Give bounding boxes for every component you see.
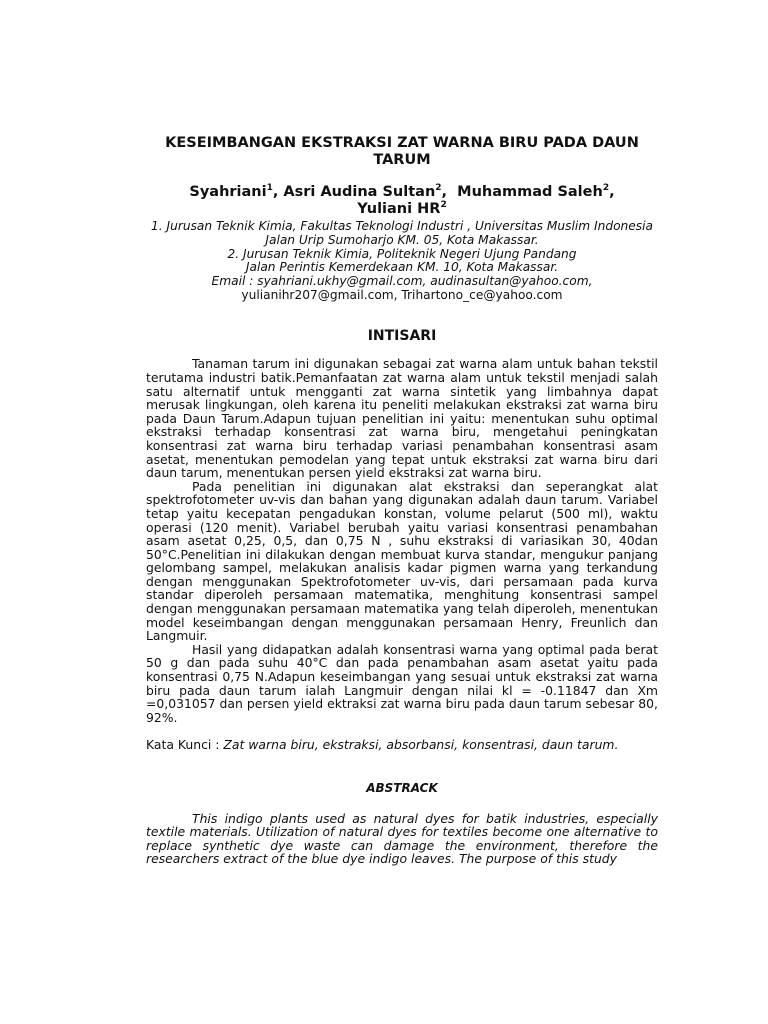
author-affiliation-mark: 2 [602, 183, 610, 194]
intisari-paragraph-2: Pada penelitian ini digunakan alat ekstraksi dan seperangkat alat spektrofotometer uv-vis dan bahan yang digunakan adalah daun tarum. Variabel tetap yaitu kecepatan pengadukan konstan, volume pelarut (500 ml), waktu operasi (120 menit). Variabel berubah yaitu variasi konsentrasi penambahan asam asetat 0,25, 0,5, dan 0,75 N , suhu ekstraksi di variasikan 30, 40dan 50°C.Penelitian ini dilakukan dengan membuat kurva standar, mengukur panjang gelombang sampel, melakukan analisis kadar pigmen warna yang terkandung dengan menggunakan Spektrofotometer uv-vis, dari persamaan pada kurva standar diperoleh persamaan matematika, menghitung konsentrasi sampel dengan menggunakan persamaan matematika yang telah diperoleh, menentukan model keseimbangan dengan menggunakan persamaan Henry, Freunlich dan Langmuir. [146, 478, 658, 644]
affiliation-1-address: Jalan Urip Sumoharjo KM. 05, Kota Makassar. [265, 232, 539, 247]
affiliation-2: 2. Jurusan Teknik Kimia, Politeknik Negeri Ujung Pandang [227, 246, 577, 261]
author-name: Asri Audina Sultan [283, 184, 436, 200]
author-affiliation-mark: 1 [266, 183, 273, 194]
paper-page [146, 135, 658, 866]
author-affiliation-mark: 2 [440, 200, 447, 211]
abstract-heading: ABSTRACK [366, 781, 438, 795]
intisari-paragraph-1: Tanaman tarum ini digunakan sebagai zat warna alam untuk bahan tekstil terutama industri batik.Pemanfaatan zat warna alam untuk tekstil menjadi salah satu alternatif untuk mengganti zat warna sintetik yang limbahnya dapat merusak lingkungan, oleh karena itu peneliti melakukan ekstraksi zat warna biru pada Daun Tarum.Adapun tujuan penelitian ini yaitu: menentukan suhu optimal ekstraksi terhadap konsentrasi zat warna biru, mengetahui peningkatan konsentrasi zat warna biru terhadap variasi penambahan konsentrasi asam asetat, menentukan pemodelan yang tepat untuk ekstraksi zat warna biru dari daun tarum, menentukan persen yield ekstraksi zat warna biru. [146, 356, 658, 481]
email-line-2: yulianihr207@gmail.com, Trihartono_ce@yahoo.com [241, 287, 563, 302]
paper-title: KESEIMBANGAN EKSTRAKSI ZAT WARNA BIRU PADA DAUN TARUM [165, 135, 639, 168]
affiliations [146, 220, 658, 303]
keywords-values: Zat warna biru, ekstraksi, absorbansi, konsentrasi, daun tarum. [223, 737, 619, 753]
author-list: Syahriani$^1$, Asri Audina Sultan$^2$, Muhammad Saleh$^2$, Yuliani $HR^2$ [189, 183, 615, 217]
affiliation-1: 1. Jurusan Teknik Kimia, Fakultas Teknologi Industri , Universitas Muslim Indonesia [151, 219, 653, 233]
abstract-paragraph-1: This indigo plants used as natural dyes for batik industries, especially textile materials. Utilization of natural dyes for textiles become one alternative to replace synthetic dye waste can damage the environment, therefore the researchers extract of the blue dye indigo leaves. The purpose of this study [146, 810, 658, 867]
author-affiliation-mark: 2 [435, 183, 442, 194]
author-name: Yuliani HR [357, 201, 441, 217]
affiliation-2-address: Jalan Perintis Kemerdekaan KM. 10, Kota Makassar. [245, 260, 559, 275]
author-name: Syahriani [189, 184, 267, 200]
keywords-label: Kata Kunci : [146, 737, 224, 753]
keywords-line [146, 738, 658, 752]
author-name: Muhammad Saleh [457, 184, 603, 200]
intisari-heading: INTISARI [367, 327, 437, 344]
intisari-paragraph-3: Hasil yang didapatkan adalah konsentrasi warna yang optimal pada berat 50 g dan pada suhu 40°C dan pada penambahan asam asetat yaitu pada konsentrasi 0,75 N.Adapun keseimbangan yang sesuai untuk ekstraksi zat warna biru pada daun tarum ialah Langmuir dengan nilai kl = -0.11847 dan Xm =0,031057 dan persen yield ektraksi zat warna biru pada daun tarum sebesar 80, 92%. [146, 641, 658, 725]
email-line: Email : syahriani.ukhy@gmail.com, audinasultan@yahoo.com, [211, 274, 593, 289]
